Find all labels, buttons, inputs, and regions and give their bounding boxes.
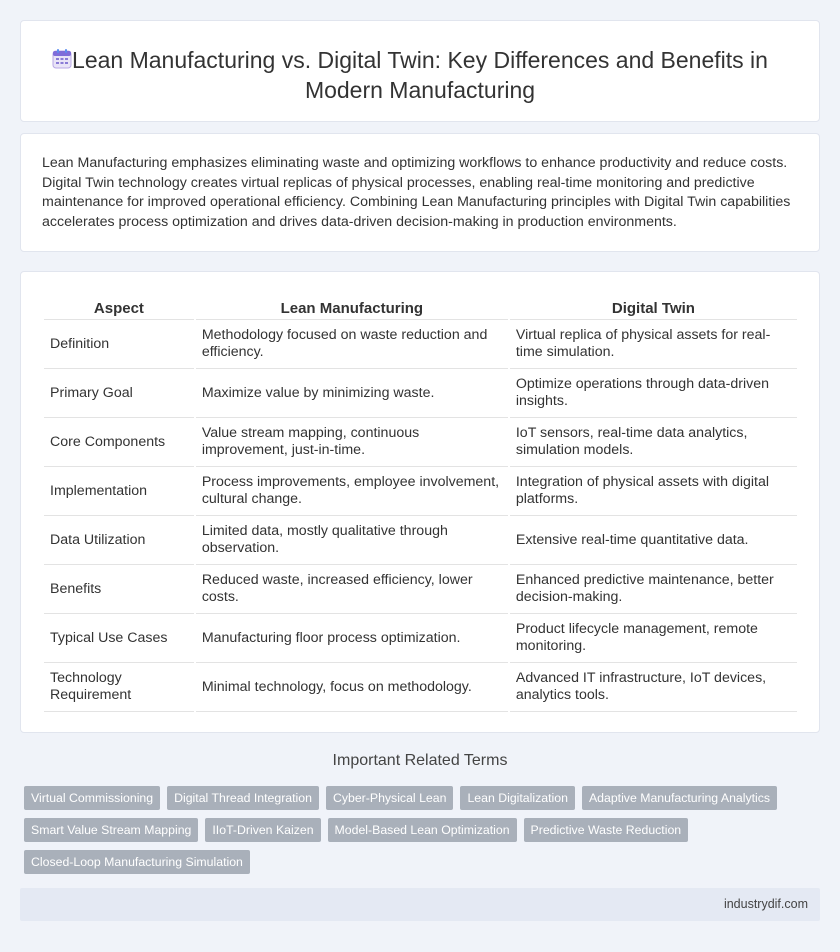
page-title: Lean Manufacturing vs. Digital Twin: Key Differences and Benefits in Modern Manufacturing (72, 47, 768, 103)
table-row (44, 418, 797, 467)
header-aspect: Aspect (44, 296, 194, 320)
intro-text: Lean Manufacturing emphasizes eliminating waste and optimizing workflows to enhance productivity and reduce costs. Digital Twin technology creates virtual replicas of physical processes, enabling real-time monitoring and predictive maintenance for improved operational efficiency. Combining Lean Manufacturing principles with Digital Twin capabilities accelerates process optimization and drives data-driven decision-making in production environments. (42, 155, 791, 230)
related-term-tag[interactable]: IIoT-Driven Kaizen (205, 818, 320, 842)
table-row (44, 565, 797, 614)
cell-lean: Reduced waste, increased efficiency, lower costs. (196, 565, 508, 614)
cell-aspect: Benefits (44, 565, 194, 614)
comparison-table (42, 296, 799, 712)
related-terms-list (24, 786, 814, 874)
related-term-tag[interactable]: Adaptive Manufacturing Analytics (582, 786, 777, 810)
related-term-tag[interactable]: Digital Thread Integration (167, 786, 319, 810)
cell-lean: Value stream mapping, continuous improvement, just-in-time. (196, 418, 508, 467)
cell-digital-twin: Virtual replica of physical assets for real-time simulation. (510, 320, 797, 369)
table-row (44, 369, 797, 418)
related-term-tag[interactable]: Smart Value Stream Mapping (24, 818, 198, 842)
cell-lean: Limited data, mostly qualitative through observation. (196, 516, 508, 565)
cell-digital-twin: Extensive real-time quantitative data. (510, 516, 797, 565)
related-term-tag[interactable]: Predictive Waste Reduction (524, 818, 689, 842)
header-lean: Lean Manufacturing (196, 296, 508, 320)
cell-aspect: Core Components (44, 418, 194, 467)
cell-aspect: Primary Goal (44, 369, 194, 418)
cell-digital-twin: IoT sensors, real-time data analytics, simulation models. (510, 418, 797, 467)
related-term-tag[interactable]: Cyber-Physical Lean (326, 786, 453, 810)
cell-lean: Methodology focused on waste reduction and efficiency. (196, 320, 508, 369)
footer-site-link[interactable]: industrydif.com (723, 897, 808, 911)
cell-aspect: Implementation (44, 467, 194, 516)
cell-aspect: Typical Use Cases (44, 614, 194, 663)
related-term-tag[interactable]: Virtual Commissioning (24, 786, 160, 810)
cell-digital-twin: Advanced IT infrastructure, IoT devices, analytics tools. (510, 663, 797, 712)
cell-aspect: Data Utilization (44, 516, 194, 565)
related-term-tag[interactable]: Lean Digitalization (460, 786, 575, 810)
footer (20, 888, 820, 921)
intro-card (20, 133, 820, 252)
related-term-tag[interactable]: Closed-Loop Manufacturing Simulation (24, 850, 250, 874)
cell-aspect: Definition (44, 320, 194, 369)
cell-lean: Process improvements, employee involvement, cultural change. (196, 467, 508, 516)
cell-lean: Manufacturing floor process optimization. (196, 614, 508, 663)
table-row (44, 467, 797, 516)
cell-digital-twin: Product lifecycle management, remote monitoring. (510, 614, 797, 663)
table-header-row (44, 296, 797, 320)
cell-aspect: Technology Requirement (44, 663, 194, 712)
table-row (44, 516, 797, 565)
table-row (44, 614, 797, 663)
comparison-card (20, 271, 820, 733)
related-term-tag[interactable]: Model-Based Lean Optimization (328, 818, 517, 842)
table-row (44, 320, 797, 369)
cell-digital-twin: Integration of physical assets with digital platforms. (510, 467, 797, 516)
cell-lean: Maximize value by minimizing waste. (196, 369, 508, 418)
header-digital-twin: Digital Twin (510, 296, 797, 320)
cell-digital-twin: Optimize operations through data-driven insights. (510, 369, 797, 418)
related-terms-title: Important Related Terms (332, 752, 508, 769)
cell-digital-twin: Enhanced predictive maintenance, better decision-making. (510, 565, 797, 614)
cell-lean: Minimal technology, focus on methodology. (196, 663, 508, 712)
header-card (20, 20, 820, 122)
table-row (44, 663, 797, 712)
